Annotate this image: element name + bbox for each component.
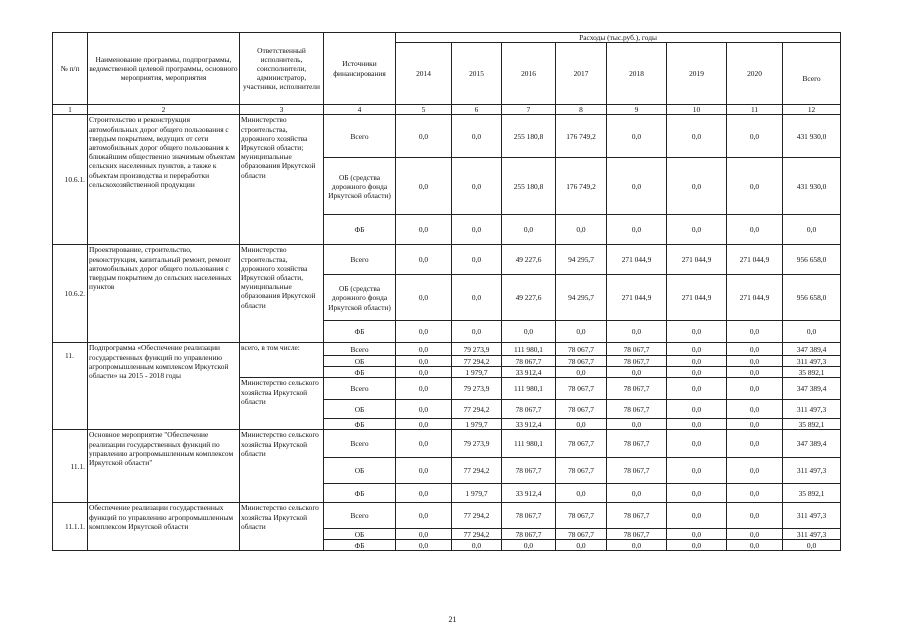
value-cell: 0,0 [556,419,607,430]
value-cell: 311 497,3 [783,529,841,540]
funding-source: Всего [324,245,396,275]
item-code: 11.1. [53,430,88,503]
value-cell: 0,0 [667,356,727,367]
item-name: Строительство и реконструкция автомобильных дорог общего пользования с твердым покрытием, ведущих от сети автомобильных дорог общего пользования к ближайшим общественно значимым объектам сельских населенных пунктов, а также к объектам производства и переработки сельскохозяйственной продукции [88,115,240,245]
header-num: № п/п [53,33,88,105]
value-cell: 431 930,0 [783,115,841,158]
value-cell: 0,0 [607,540,667,551]
value-cell: 94 295,7 [556,275,607,321]
value-cell: 79 273,9 [452,378,502,400]
table-row [53,343,841,356]
value-cell: 0,0 [727,158,783,215]
value-cell: 0,0 [727,115,783,158]
header-year: 2017 [556,43,607,105]
value-cell: 0,0 [396,419,452,430]
value-cell: 0,0 [396,245,452,275]
value-cell: 0,0 [667,115,727,158]
value-cell: 271 044,9 [607,275,667,321]
value-cell: 0,0 [502,215,556,245]
funding-source: ФБ [324,419,396,430]
value-cell: 0,0 [727,356,783,367]
value-cell: 0,0 [727,321,783,343]
funding-source: Всего [324,378,396,400]
header-year: 2015 [452,43,502,105]
item-responsible-total: всего, в том числе: [240,343,324,378]
value-cell: 0,0 [452,321,502,343]
table-row [53,503,841,529]
column-index-row [53,105,841,115]
header-total: Всего [783,43,841,105]
value-cell: 0,0 [502,321,556,343]
value-cell: 0,0 [783,321,841,343]
value-cell: 0,0 [607,158,667,215]
value-cell: 0,0 [396,321,452,343]
value-cell: 0,0 [452,275,502,321]
value-cell: 0,0 [667,400,727,419]
value-cell: 35 892,1 [783,484,841,503]
value-cell: 311 497,3 [783,400,841,419]
value-cell: 0,0 [727,215,783,245]
item-name: Проектирование, строительство, реконструкция, капитальный ремонт, ремонт автомобильных дорог общего пользования с твердым покрытием до сельских населенных пунктов [88,245,240,343]
value-cell: 78 067,7 [556,430,607,458]
value-cell: 271 044,9 [727,275,783,321]
value-cell: 1 979,7 [452,484,502,503]
value-cell: 111 980,1 [502,378,556,400]
value-cell: 0,0 [667,458,727,484]
value-cell: 0,0 [556,215,607,245]
value-cell: 35 892,1 [783,419,841,430]
header-year: 2016 [502,43,556,105]
value-cell: 176 749,2 [556,158,607,215]
value-cell: 78 067,7 [556,356,607,367]
value-cell: 0,0 [396,458,452,484]
value-cell: 0,0 [783,540,841,551]
header-expenses: Расходы (тыс.руб.), годы [396,33,841,43]
value-cell: 49 227,6 [502,245,556,275]
funding-source: ФБ [324,367,396,378]
value-cell: 78 067,7 [607,378,667,400]
value-cell: 78 067,7 [556,458,607,484]
value-cell: 78 067,7 [607,458,667,484]
value-cell: 0,0 [396,378,452,400]
value-cell: 0,0 [727,484,783,503]
value-cell: 78 067,7 [607,430,667,458]
col-index: 12 [783,105,841,115]
col-index: 8 [556,105,607,115]
funding-source: Всего [324,343,396,356]
value-cell: 347 389,4 [783,430,841,458]
funding-source: ОБ [324,400,396,419]
item-name: Подпрограмма «Обеспечение реализации государственных функций по управлению агропромышленным комплексом Иркутской области» на 2015 - 2018 годы [88,343,240,430]
value-cell: 0,0 [452,540,502,551]
item-responsible: Министерство строительства, дорожного хозяйства Иркутской области; муниципальные образования Иркутской области [240,115,324,245]
value-cell: 0,0 [396,367,452,378]
value-cell: 0,0 [396,400,452,419]
value-cell: 0,0 [452,215,502,245]
value-cell: 311 497,3 [783,458,841,484]
value-cell: 78 067,7 [556,400,607,419]
value-cell: 0,0 [667,430,727,458]
value-cell: 78 067,7 [502,529,556,540]
value-cell: 77 294,2 [452,503,502,529]
item-name: Основное мероприятие "Обеспечение реализации государственных функций по управлению агропромышленным комплексом Иркутской области" [88,430,240,503]
value-cell: 78 067,7 [556,529,607,540]
value-cell: 33 912,4 [502,484,556,503]
header-responsible: Ответственный исполнитель, соисполнители, администратор, участники, исполнители [240,33,324,105]
value-cell: 0,0 [727,540,783,551]
value-cell: 271 044,9 [607,245,667,275]
value-cell: 77 294,2 [452,400,502,419]
col-index: 7 [502,105,556,115]
value-cell: 78 067,7 [556,343,607,356]
value-cell: 0,0 [396,430,452,458]
value-cell: 0,0 [667,503,727,529]
funding-source: ФБ [324,540,396,551]
value-cell: 0,0 [452,158,502,215]
value-cell: 0,0 [727,503,783,529]
value-cell: 431 930,0 [783,158,841,215]
value-cell: 78 067,7 [607,503,667,529]
funding-source: Всего [324,115,396,158]
value-cell: 0,0 [667,529,727,540]
value-cell: 0,0 [667,419,727,430]
budget-table [52,32,841,551]
value-cell: 0,0 [727,367,783,378]
funding-source: ОБ [324,458,396,484]
value-cell: 347 389,4 [783,343,841,356]
value-cell: 0,0 [727,419,783,430]
value-cell: 79 273,9 [452,343,502,356]
value-cell: 78 067,7 [502,400,556,419]
header-year: 2018 [607,43,667,105]
funding-source: ФБ [324,215,396,245]
table-row [53,115,841,158]
item-code: 10.6.2. [53,245,88,343]
value-cell: 0,0 [396,529,452,540]
value-cell: 0,0 [452,115,502,158]
value-cell: 78 067,7 [502,356,556,367]
funding-source: ОБ [324,529,396,540]
value-cell: 0,0 [667,321,727,343]
item-name: Обеспечение реализации государственных функций по управлению агропромышленным комплексом Иркутской области [88,503,240,551]
value-cell: 0,0 [607,215,667,245]
value-cell: 0,0 [396,540,452,551]
value-cell: 0,0 [607,321,667,343]
value-cell: 33 912,4 [502,419,556,430]
value-cell: 111 980,1 [502,343,556,356]
col-index: 1 [53,105,88,115]
col-index: 10 [667,105,727,115]
value-cell: 0,0 [727,430,783,458]
item-code: 10.6.1. [53,115,88,245]
value-cell: 0,0 [727,400,783,419]
item-responsible: Министерство строительства, дорожного хозяйства Иркутской области, муниципальные образования Иркутской области [240,245,324,343]
value-cell: 0,0 [727,529,783,540]
value-cell: 0,0 [556,540,607,551]
value-cell: 0,0 [607,115,667,158]
value-cell: 0,0 [556,484,607,503]
col-index: 11 [727,105,783,115]
funding-source: ФБ [324,321,396,343]
col-index: 2 [88,105,240,115]
value-cell: 0,0 [783,215,841,245]
value-cell: 77 294,2 [452,458,502,484]
item-responsible: Министерство сельского хозяйства Иркутской области [240,430,324,503]
value-cell: 0,0 [667,367,727,378]
item-responsible: Министерство сельского хозяйства Иркутской области [240,378,324,430]
table-row [53,430,841,458]
page-number: 21 [448,615,457,624]
item-responsible: Министерство сельского хозяйства Иркутской области [240,503,324,551]
value-cell: 78 067,7 [502,503,556,529]
value-cell: 0,0 [556,321,607,343]
value-cell: 271 044,9 [667,245,727,275]
value-cell: 0,0 [667,158,727,215]
value-cell: 0,0 [502,540,556,551]
value-cell: 176 749,2 [556,115,607,158]
value-cell: 255 180,8 [502,158,556,215]
value-cell: 0,0 [727,343,783,356]
header-year: 2014 [396,43,452,105]
value-cell: 311 497,3 [783,356,841,367]
value-cell: 0,0 [727,458,783,484]
value-cell: 33 912,4 [502,367,556,378]
funding-source: Всего [324,503,396,529]
funding-source: ОБ [324,356,396,367]
item-code: 11.1.1. [53,503,88,551]
value-cell: 0,0 [607,484,667,503]
value-cell: 271 044,9 [727,245,783,275]
value-cell: 78 067,7 [607,343,667,356]
funding-source: ОБ (средства дорожного фонда Иркутской области) [324,158,396,215]
value-cell: 78 067,7 [607,400,667,419]
value-cell: 0,0 [556,367,607,378]
value-cell: 956 658,0 [783,275,841,321]
value-cell: 347 389,4 [783,378,841,400]
header-year: 2020 [727,43,783,105]
value-cell: 0,0 [667,343,727,356]
value-cell: 0,0 [396,115,452,158]
value-cell: 77 294,2 [452,356,502,367]
value-cell: 111 980,1 [502,430,556,458]
funding-source: Всего [324,430,396,458]
table-row [53,245,841,275]
value-cell: 0,0 [396,343,452,356]
col-index: 4 [324,105,396,115]
value-cell: 271 044,9 [667,275,727,321]
value-cell: 0,0 [396,356,452,367]
value-cell: 255 180,8 [502,115,556,158]
value-cell: 0,0 [396,484,452,503]
value-cell: 0,0 [607,367,667,378]
value-cell: 0,0 [396,503,452,529]
value-cell: 49 227,6 [502,275,556,321]
value-cell: 0,0 [667,215,727,245]
value-cell: 78 067,7 [607,356,667,367]
value-cell: 0,0 [396,215,452,245]
value-cell: 0,0 [396,158,452,215]
value-cell: 1 979,7 [452,419,502,430]
value-cell: 956 658,0 [783,245,841,275]
col-index: 3 [240,105,324,115]
col-index: 5 [396,105,452,115]
value-cell: 77 294,2 [452,529,502,540]
value-cell: 78 067,7 [502,458,556,484]
value-cell: 0,0 [452,245,502,275]
value-cell: 0,0 [667,378,727,400]
header-name: Наименование программы, подпрограммы, ведомственной целевой программы, основного мероприятия, мероприятия [88,33,240,105]
value-cell: 94 295,7 [556,245,607,275]
value-cell: 0,0 [667,540,727,551]
value-cell: 0,0 [667,484,727,503]
col-index: 6 [452,105,502,115]
value-cell: 78 067,7 [556,503,607,529]
value-cell: 311 497,3 [783,503,841,529]
value-cell: 78 067,7 [556,378,607,400]
value-cell: 79 273,9 [452,430,502,458]
value-cell: 0,0 [607,419,667,430]
col-index: 9 [607,105,667,115]
header-sources: Источники финансирования [324,33,396,105]
value-cell: 1 979,7 [452,367,502,378]
item-code: 11. [53,343,88,430]
funding-source: ОБ (средства дорожного фонда Иркутской области) [324,275,396,321]
value-cell: 0,0 [396,275,452,321]
value-cell: 0,0 [727,378,783,400]
funding-source: ФБ [324,484,396,503]
value-cell: 35 892,1 [783,367,841,378]
value-cell: 78 067,7 [607,529,667,540]
header-year: 2019 [667,43,727,105]
